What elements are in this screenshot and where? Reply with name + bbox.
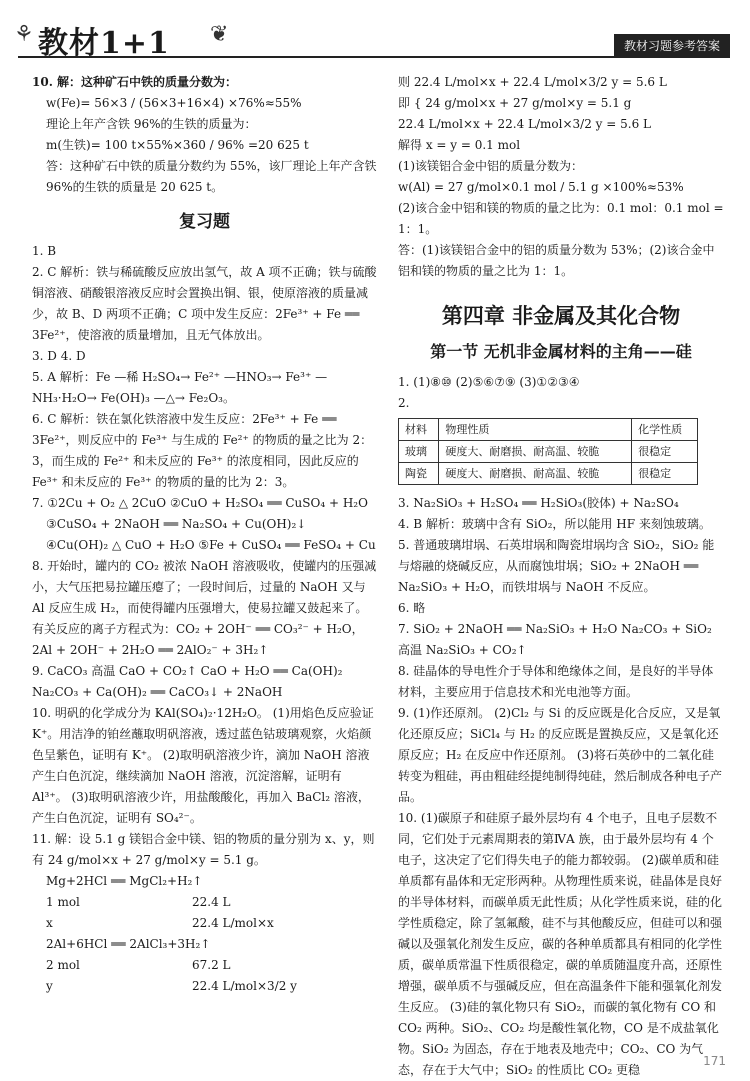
- q10-line: m(生铁)= 100 t×55%×360 / 96% =20 625 t: [46, 138, 309, 152]
- calc-line: 答：(1)该镁铝合金中的铝的质量分数为 53%；(2)该合金中铝和镁的物质的量之比为 1：1。: [398, 243, 715, 278]
- reaction-row: [32, 955, 377, 976]
- answer-item: 3. D 4. D: [32, 349, 86, 363]
- answer-item: 6. 略: [398, 601, 426, 615]
- table-cell: 硬度大、耐磨损、耐高温、较脆: [439, 441, 632, 463]
- answer-item: 2. C 解析：铁与稀硫酸反应放出氢气，故 A 项不正确；铁与硫酸铜溶液、硝酸银溶液反应时会置换出铜、银，使原溶液的质量减少，故 B、D 两项不正确；C 项中发生反应：2Fe³⁺ + Fe ══ 3Fe²⁺，使溶液的质量增加，且无气体放出。: [32, 265, 377, 342]
- answer-item: 7. SiO₂ + 2NaOH ══ Na₂SiO₃ + H₂O Na₂CO₃ + SiO₂ 高温 Na₂SiO₃ + CO₂↑: [398, 622, 712, 657]
- answer-item: 9. (1)作还原剂。 (2)Cl₂ 与 Si 的反应既是化合反应，又是氧化还原反应；SiCl₄ 与 H₂ 的反应既是置换反应，又是氧化还原反应；H₂ 在反应中作还原剂。 (3)将石英砂中的二氧化硅转变为粗硅，再由粗硅经提纯制得纯硅，然后制成各种电子产品。: [398, 706, 723, 804]
- table-header: 化学性质: [632, 419, 698, 441]
- review-title: 复习题: [179, 212, 230, 232]
- answer-item: 2.: [398, 396, 410, 410]
- properties-table: [398, 418, 698, 485]
- answer-item: ③CuSO₄ + 2NaOH ══ Na₂SO₄ + Cu(OH)₂↓: [46, 517, 307, 531]
- answer-item: 4. B 解析：玻璃中含有 SiO₂，所以能用 HF 来刻蚀玻璃。: [398, 517, 711, 531]
- answer-item: 1. (1)⑧⑩ (2)⑤⑥⑦⑨ (3)①②③④: [398, 375, 580, 389]
- section-title: 第一节 无机非金属材料的主角——硅: [430, 342, 692, 361]
- answer-item: 7. ①2Cu + O₂ △ 2CuO ②CuO + H₂SO₄ ══ CuSO₄ + H₂O: [32, 496, 368, 510]
- table-cell: 玻璃: [399, 441, 439, 463]
- left-column: [32, 72, 377, 997]
- answer-item: 8. 开始时，罐内的 CO₂ 被浓 NaOH 溶液吸收，使罐内的压强减小，大气压把易拉罐压瘪了；一段时间后，过量的 NaOH 又与 Al 反应生成 H₂，而使得罐内压强增大，使易拉罐又鼓起来了。有关反应的离子方程式为：CO₂ + 2OH⁻ ══ CO₃²⁻ + H₂O，2Al + 2OH⁻ + 2H₂O ══ 2AlO₂⁻ + 3H₂↑: [32, 559, 377, 657]
- answer-item: 1. B: [32, 244, 57, 258]
- reaction-cell: 22.4 L: [192, 895, 231, 909]
- table-cell: 很稳定: [632, 441, 698, 463]
- q10-line: 10. 解：这种矿石中铁的质量分数为：: [32, 75, 238, 89]
- answer-item: 5. A 解析：Fe —稀 H₂SO₄→ Fe²⁺ —HNO₃→ Fe³⁺ —NH₃·H₂O→ Fe(OH)₃ —△→ Fe₂O₃。: [32, 370, 328, 405]
- reaction-row: [32, 976, 377, 997]
- answer-item: ④Cu(OH)₂ △ CuO + H₂O ⑤Fe + CuSO₄ ══ FeSO₄ + Cu: [46, 538, 376, 552]
- reaction-cell: y: [46, 979, 53, 993]
- answer-item: 6. C 解析：铁在氯化铁溶液中发生反应：2Fe³⁺ + Fe ══ 3Fe²⁺，则反应中的 Fe³⁺ 与生成的 Fe²⁺ 的物质的量之比为 2：3，而生成的 Fe²⁺ 和未反应的 Fe³⁺ 的浓度相同，因此反应的 Fe³⁺ 和未反应的 Fe³⁺ 的物质的量的比为 2：3。: [32, 412, 373, 489]
- reaction-row: [32, 892, 377, 913]
- answer-item: 5. 普通玻璃坩埚、石英坩埚和陶瓷坩埚均含 SiO₂，SiO₂ 能与熔融的烧碱反应，从而腐蚀坩埚；SiO₂ + 2NaOH ══ Na₂SiO₃ + H₂O，而铁坩埚与 NaOH 不反应。: [398, 538, 715, 594]
- table-cell: 硬度大、耐磨损、耐高温、较脆: [439, 463, 632, 485]
- answer-item: 8. 硅晶体的导电性介于导体和绝缘体之间，是良好的半导体材料，主要应用于信息技术和光电池等方面。: [398, 664, 714, 699]
- table-header: 材料: [399, 419, 439, 441]
- calc-line: w(Al) = 27 g/mol×0.1 mol / 5.1 g ×100%≈53%: [398, 180, 684, 194]
- answer-item: 9. CaCO₃ 高温 CaO + CO₂↑ CaO + H₂O ══ Ca(OH)₂ Na₂CO₃ + Ca(OH)₂ ══ CaCO₃↓ + 2NaOH: [32, 664, 343, 699]
- reaction-row: [32, 871, 377, 892]
- reaction-cell: Mg+2HCl ══ MgCl₂+H₂↑: [46, 874, 203, 888]
- calc-line: 则 22.4 L/mol×x + 22.4 L/mol×3/2 y = 5.6 L: [398, 75, 667, 89]
- q10-line: 96%的生铁的质量是 20 625 t。: [46, 180, 224, 194]
- reaction-cell: 1 mol: [46, 895, 80, 909]
- reaction-cell: 2 mol: [46, 958, 80, 972]
- calc-line: 解得 x = y = 0.1 mol: [398, 138, 521, 152]
- table-row: [399, 441, 698, 463]
- answer-item: 11. 解：设 5.1 g 镁铝合金中镁、铝的物质的量分别为 x、y，则有 24 g/mol×x + 27 g/mol×y = 5.1 g。: [32, 832, 375, 867]
- q10-line: w(Fe)= 56×3 / (56×3+16×4) ×76%≈55%: [46, 96, 302, 110]
- calc-line: (2)该合金中铝和镁的物质的量之比为：0.1 mol：0.1 mol = 1：1。: [398, 201, 724, 236]
- book-logo: 教材1+1: [38, 26, 170, 61]
- reaction-cell: 67.2 L: [192, 958, 231, 972]
- answer-item: 10. 明矾的化学成分为 KAl(SO₄)₂·12H₂O。 (1)用焰色反应验证 K⁺。用洁净的铂丝蘸取明矾溶液，透过蓝色钴玻璃观察，火焰颜色呈紫色，证明有 K⁺。 (2)取明矾溶液少许，滴加 NaOH 溶液产生白色沉淀，继续滴加 NaOH 溶液，沉淀溶解，证明有 Al³⁺。 (3)取明矾溶液少许，用盐酸酸化，再加入 BaCl₂ 溶液，产生白色沉淀，证明有 SO₄²⁻。: [32, 706, 374, 825]
- leaf-icon: ❦: [210, 22, 229, 47]
- reaction-cell: x: [46, 916, 53, 930]
- reaction-cell: 2Al+6HCl ══ 2AlCl₃+3H₂↑: [46, 937, 211, 951]
- answer-item: 10. (1)碳原子和硅原子最外层均有 4 个电子，且电子层数不同，它们处于元素周期表的第ⅣA 族，由于最外层均有 4 个电子，这决定了它们得失电子的能力都较弱。 (2)碳单质和硅单质都有晶体和无定形两种。从物理性质来说，硅晶体是良好的半导体材料，而碳单质无此性质；从化学性质来说，硅的化学性质稳定，除了氢氟酸，硅不与其他酸反应，但硅可以和强碱以及强氧化剂发生反应，碳的各种单质都具有相同的化学性质，碳单质常温下性质很稳定，碳的单质随温度升高，还原性增强，碳单质不与强碱反应，但在高温条件下能和强氧化剂发生反应。 (3)硅的氧化物只有 SiO₂，而碳的氧化物有 CO 和 CO₂ 两种。SiO₂、CO₂ 均是酸性氧化物，CO 是不成盐氧化物。SiO₂ 为固态，存在于地表及地壳中；CO₂、CO 为气态，存在于大气中；SiO₂ 的性质比 CO₂ 更稳: [398, 811, 723, 1077]
- header-tag: 教材习题参考答案: [614, 34, 730, 57]
- chapter-title: 第四章 非金属及其化合物: [441, 304, 681, 328]
- reaction-row: [32, 934, 377, 955]
- table-cell: 陶瓷: [399, 463, 439, 485]
- right-column: [398, 72, 724, 1081]
- reaction-cell: 22.4 L/mol×x: [192, 916, 274, 930]
- reaction-cell: 22.4 L/mol×3/2 y: [192, 979, 297, 993]
- table-header: 物理性质: [439, 419, 632, 441]
- table-cell: 很稳定: [632, 463, 698, 485]
- table-row: [399, 463, 698, 485]
- q10-line: 答：这种矿石中铁的质量分数约为 55%，该厂理论上年产含铁: [46, 159, 377, 173]
- answer-item: 3. Na₂SiO₃ + H₂SO₄ ══ H₂SiO₃(胶体) + Na₂SO₄: [398, 496, 679, 510]
- calc-line: (1)该镁铝合金中铝的质量分数为：: [398, 159, 583, 173]
- leaf-icon: ⚘: [14, 22, 34, 47]
- reaction-row: [32, 913, 377, 934]
- table-header-row: [399, 419, 698, 441]
- calc-line: 即 { 24 g/mol×x + 27 g/mol×y = 5.1 g: [398, 96, 632, 110]
- q10-line: 理论上年产含铁 96%的生铁的质量为：: [46, 117, 257, 131]
- page-header: [0, 0, 750, 62]
- calc-line: 22.4 L/mol×x + 22.4 L/mol×3/2 y = 5.6 L: [398, 117, 651, 131]
- page-number: 171: [703, 1054, 726, 1068]
- header-rule: [18, 56, 730, 58]
